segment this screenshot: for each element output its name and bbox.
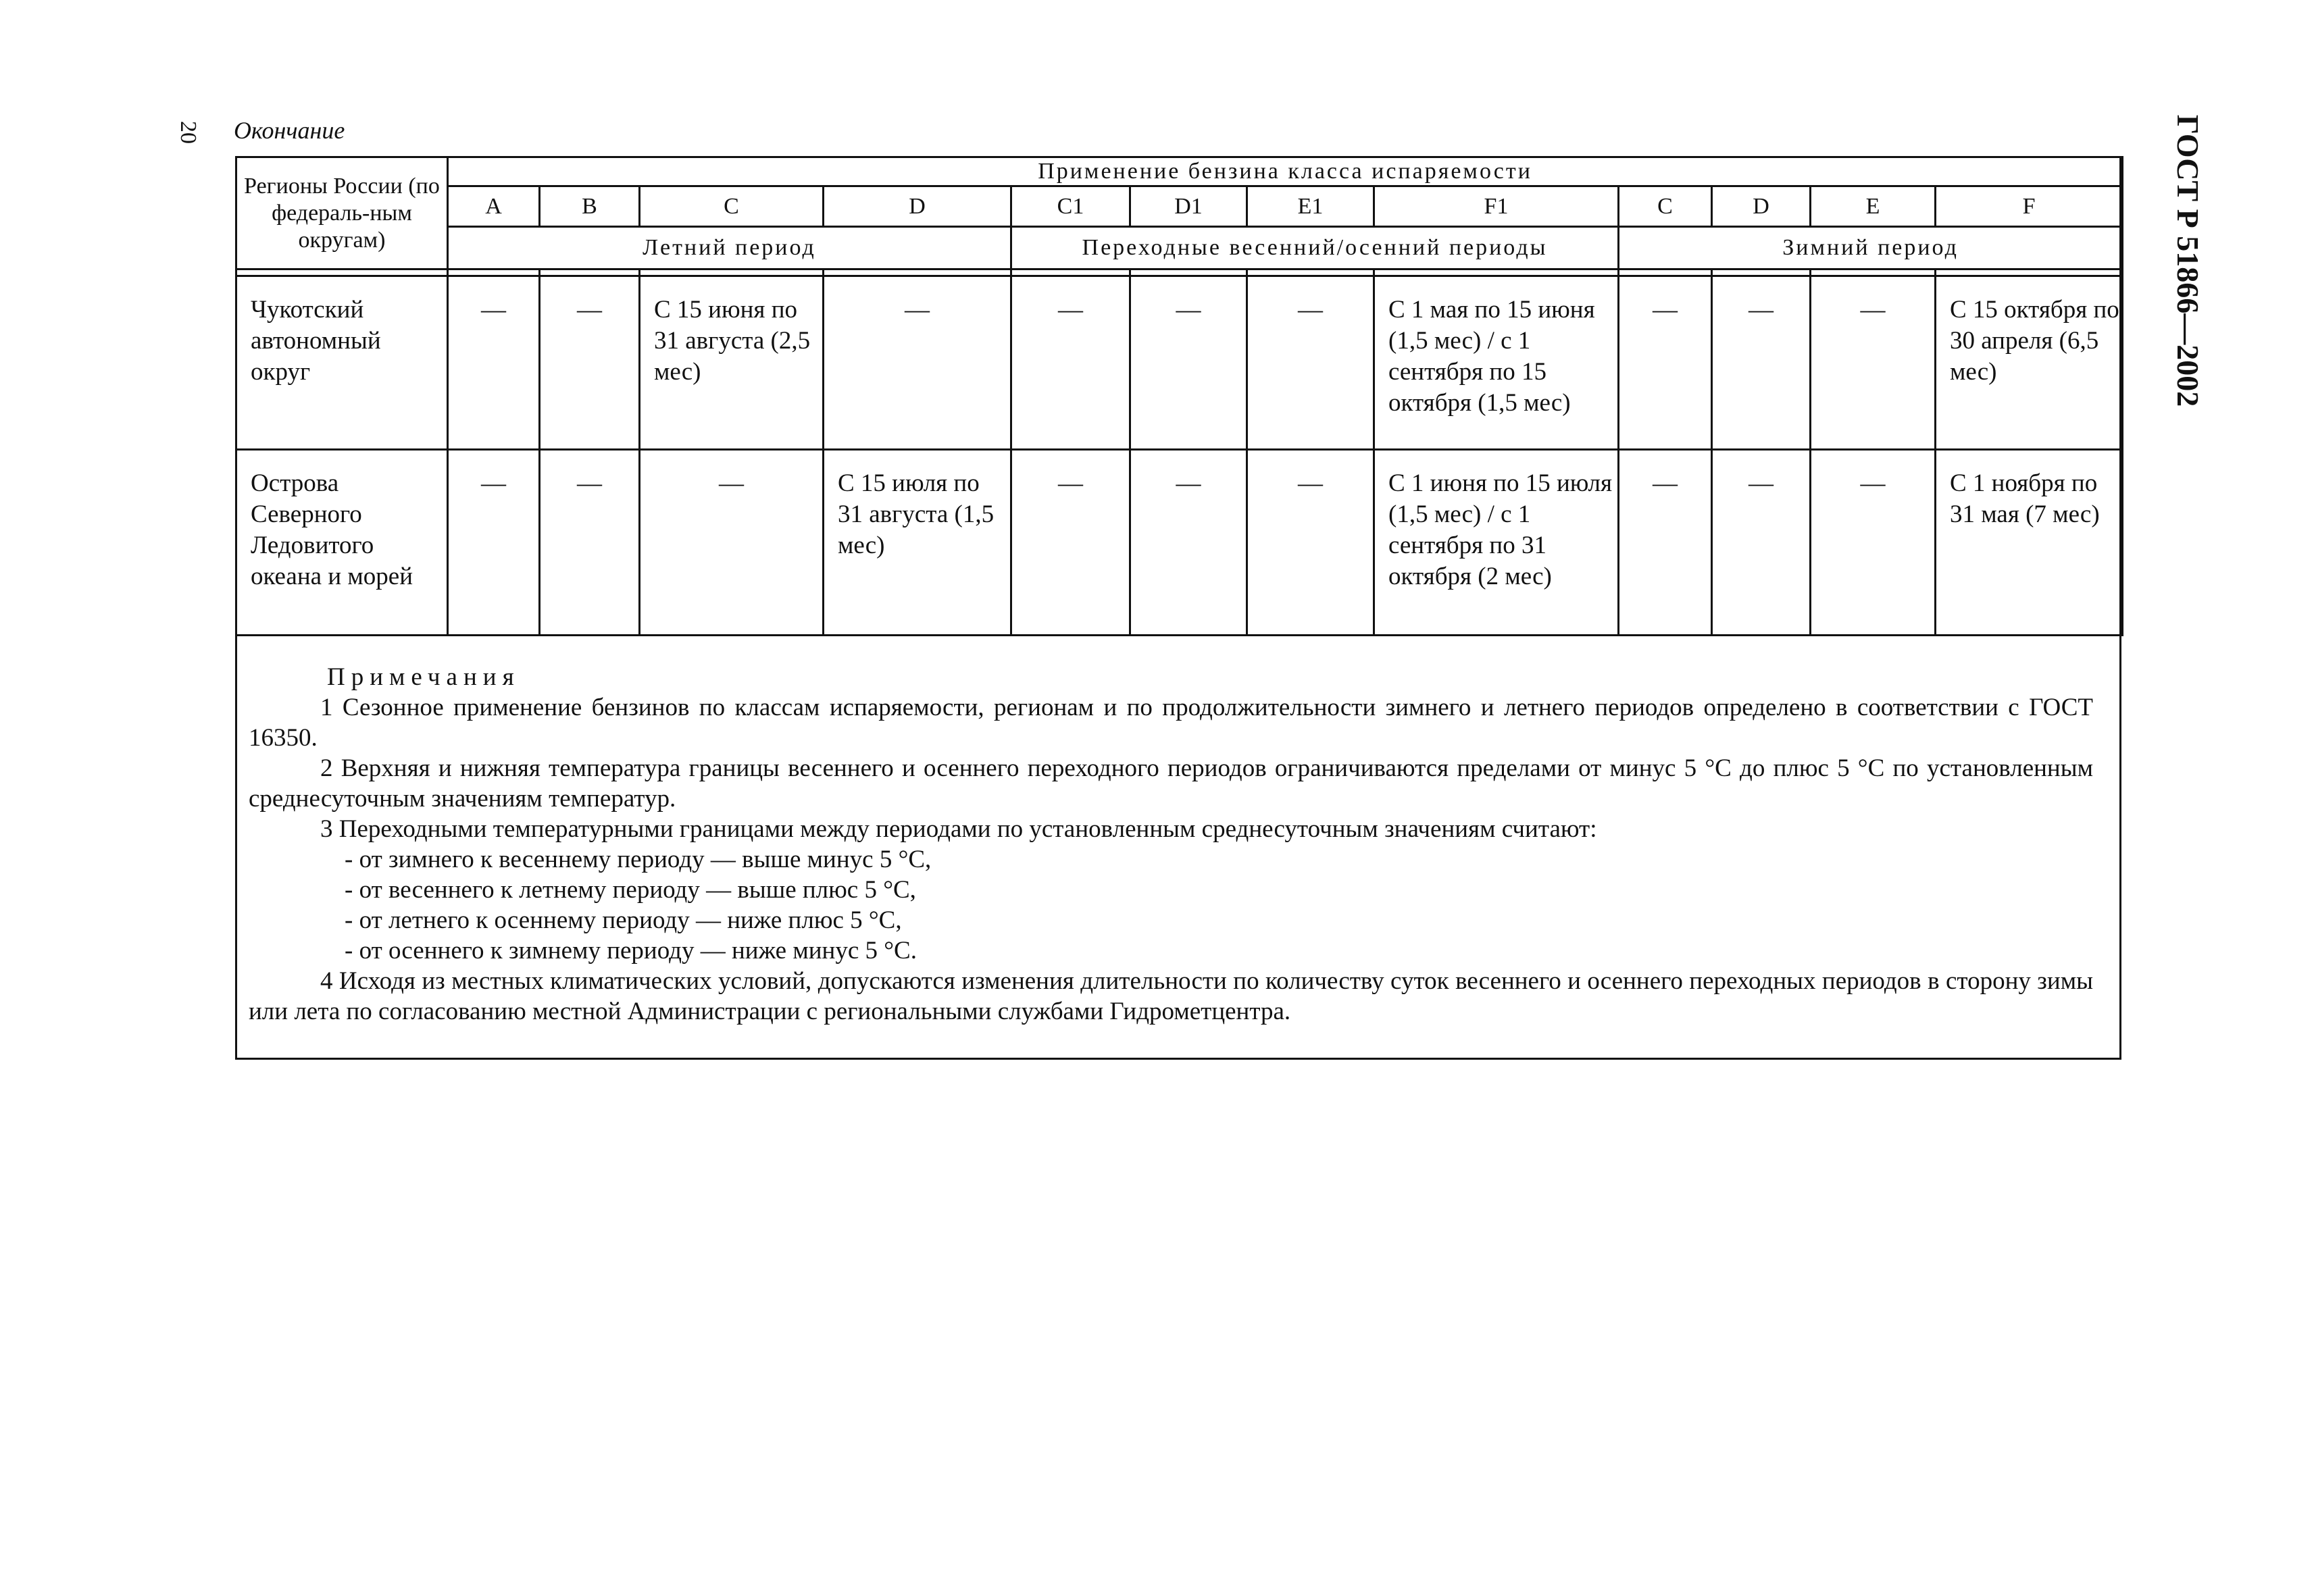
page-number: 20 [176, 121, 201, 144]
note-1: 1 Сезонное применение бензинов по классам испаряемости, регионам и по продолжительности зимнего и летнего периодов определено в соответствии с ГОСТ 16350. [249, 694, 2093, 752]
note-3-item: - от летнего к осеннему периоду — ниже плюс 5 °С, [345, 906, 902, 934]
region-cell: Чукотский автономный округ [236, 276, 448, 450]
table-cell: — [1811, 276, 1936, 450]
period-header-transition: Переходные весенний/осенний периоды [1011, 227, 1619, 269]
notes-title: Примечания [327, 663, 520, 691]
class-header: C1 [1011, 186, 1130, 227]
class-group-header: Применение бензина класса испаряемости [448, 157, 2123, 186]
table-cell: — [1712, 450, 1811, 636]
table-cell: С 15 октября по 30 апреля (6,5 мес) [1936, 276, 2123, 450]
class-header: F1 [1374, 186, 1619, 227]
table-cell: С 1 мая по 15 июня (1,5 мес) / с 1 сентября по 15 октября (1,5 мес) [1374, 276, 1619, 450]
class-header: D1 [1130, 186, 1247, 227]
note-3: 3 Переходными температурными границами между периодами по установленным среднесуточным значениям считают: [320, 815, 1597, 843]
note-2: 2 Верхняя и нижняя температура границы весеннего и осеннего переходного периодов ограничиваются пределами от минус 5 °С до плюс 5 °С по установленным среднесуточным значениям температур. [249, 754, 2093, 813]
standard-code: ГОСТ Р 51866—2002 [2171, 114, 2205, 407]
note-3-item: - от зимнего к весеннему периоду — выше минус 5 °С, [345, 846, 932, 873]
class-header: D [824, 186, 1011, 227]
table-cell: — [540, 276, 640, 450]
table-cell: — [1247, 276, 1374, 450]
table-cell: — [640, 450, 824, 636]
note-3-item: - от весеннего к летнему периоду — выше плюс 5 °С, [345, 876, 916, 904]
table-cell: — [540, 450, 640, 636]
continuation-label: Окончание [234, 117, 345, 144]
table-cell: — [448, 450, 540, 636]
class-header: C [640, 186, 824, 227]
table-cell: — [1130, 450, 1247, 636]
region-cell: Острова Северного Ледовитого океана и морей [236, 450, 448, 636]
period-header-winter: Зимний период [1619, 227, 2123, 269]
header-spacer [236, 269, 2123, 276]
table-cell: — [1811, 450, 1936, 636]
table-cell: С 1 июня по 15 июля (1,5 мес) / с 1 сентября по 31 октября (2 мес) [1374, 450, 1619, 636]
table-row [236, 276, 2123, 450]
class-header: A [448, 186, 540, 227]
notes-section [249, 662, 2093, 1027]
table-cell: — [824, 276, 1011, 450]
class-header: E [1811, 186, 1936, 227]
note-4: 4 Исходя из местных климатических условий, допускаются изменения длительности по количеству суток весеннего и осеннего переходных периодов в сторону зимы или лета по согласованию местной Администрации с региональными службами Гидрометцентра. [249, 967, 2093, 1025]
class-header: B [540, 186, 640, 227]
table-cell: С 15 июля по 31 августа (1,5 мес) [824, 450, 1011, 636]
region-column-header: Регионы России (по федераль-ным округам) [236, 157, 448, 269]
table-cell: — [1247, 450, 1374, 636]
table-cell: С 1 ноября по 31 мая (7 мес) [1936, 450, 2123, 636]
gasoline-class-table [235, 156, 2123, 636]
table-cell: — [1712, 276, 1811, 450]
table-cell: — [1130, 276, 1247, 450]
class-header: E1 [1247, 186, 1374, 227]
table-cell: — [448, 276, 540, 450]
period-header-summer: Летний период [448, 227, 1011, 269]
note-3-item: - от осеннего к зимнему периоду — ниже минус 5 °С. [345, 937, 917, 964]
class-header: F [1936, 186, 2123, 227]
table-cell: С 15 июня по 31 августа (2,5 мес) [640, 276, 824, 450]
table-cell: — [1011, 450, 1130, 636]
class-header: C [1619, 186, 1712, 227]
table-cell: — [1619, 276, 1712, 450]
table-cell: — [1619, 450, 1712, 636]
class-header: D [1712, 186, 1811, 227]
table-cell: — [1011, 276, 1130, 450]
table-row [236, 450, 2123, 636]
